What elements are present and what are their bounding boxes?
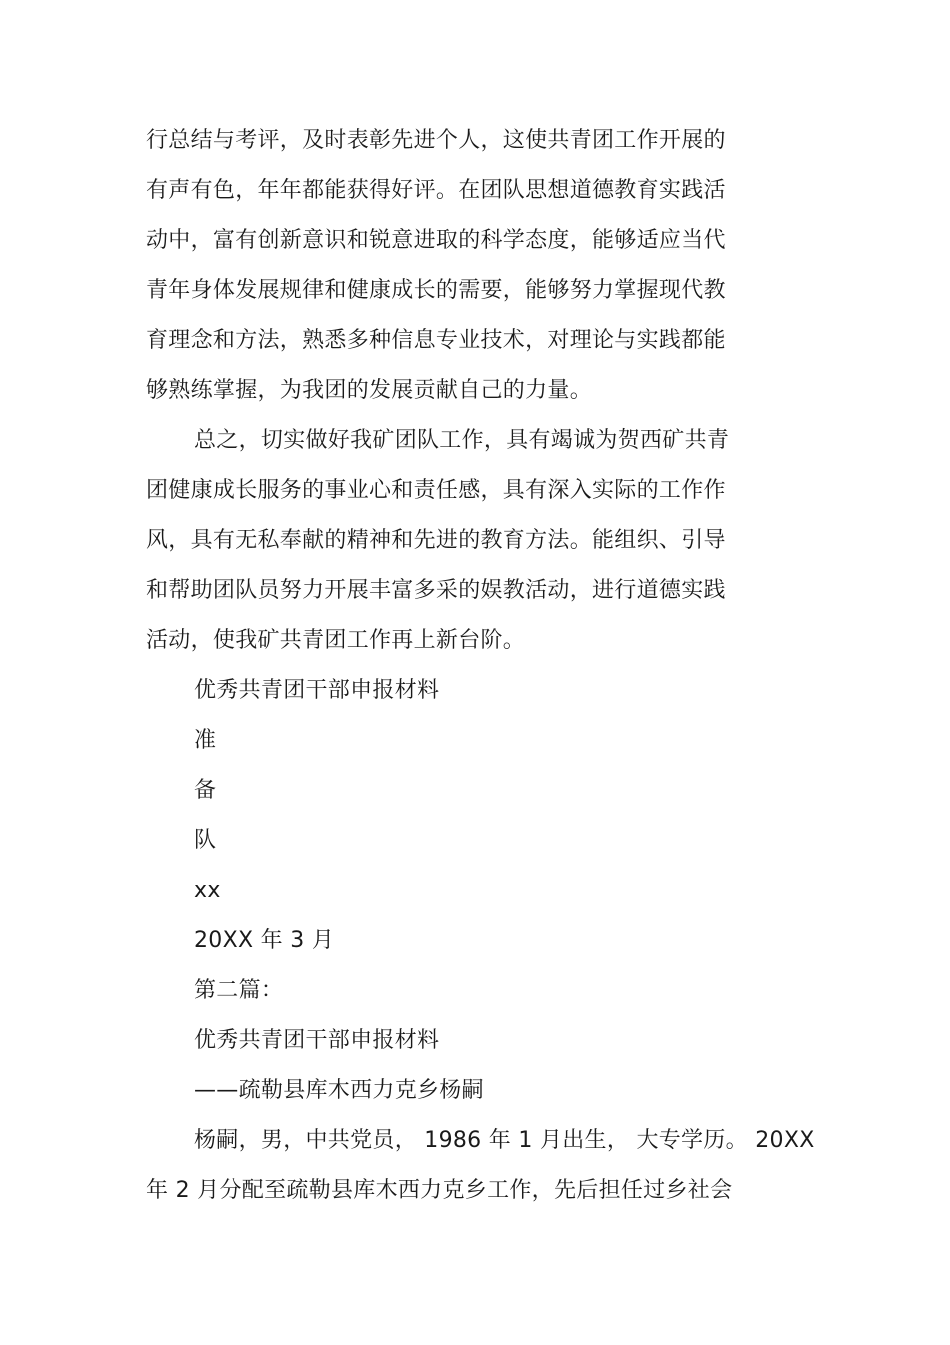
section-title: 优秀共青团干部申报材料 [194, 1028, 440, 1053]
paragraph-line: 年 2 月分配至疏勒县库木西力克乡工作，先后担任过乡社会 [146, 1178, 733, 1203]
paragraph-line: 育理念和方法，熟悉多种信息专业技术，对理论与实践都能 [146, 328, 726, 353]
team-name-char: 队 [194, 828, 217, 853]
document-title: 优秀共青团干部申报材料 [194, 678, 440, 703]
paragraph-line: 青年身体发展规律和健康成长的需要，能够努力掌握现代教 [146, 278, 726, 303]
document-date: 20XX 年 3 月 [194, 928, 335, 953]
paragraph-line: 行总结与考评，及时表彰先进个人，这使共青团工作开展的 [146, 128, 726, 153]
paragraph-line: 活动，使我矿共青团工作再上新台阶。 [146, 628, 526, 653]
paragraph-line: 够熟练掌握，为我团的发展贡献自己的力量。 [146, 378, 593, 403]
paragraph-line: 总之，切实做好我矿团队工作，具有竭诚为贺西矿共青 [194, 428, 730, 453]
team-name-char: 备 [194, 778, 217, 803]
paragraph-line: 有声有色，年年都能获得好评。在团队思想道德教育实践活 [146, 178, 726, 203]
section-heading: 第二篇： [194, 978, 284, 1003]
paragraph-line: 动中，富有创新意识和锐意进取的科学态度，能够适应当代 [146, 228, 726, 253]
paragraph-line: 杨嗣，男，中共党员， 1986 年 1 月出生， 大专学历。 20XX [194, 1128, 815, 1153]
paragraph-line: 风，具有无私奉献的精神和先进的教育方法。能组织、引导 [146, 528, 726, 553]
paragraph-line: 团健康成长服务的事业心和责任感，具有深入实际的工作作 [146, 478, 726, 503]
paragraph-line: 和帮助团队员努力开展丰富多采的娱教活动，进行道德实践 [146, 578, 726, 603]
section-subtitle: ——疏勒县库木西力克乡杨嗣 [194, 1078, 484, 1103]
author-name: xx [194, 878, 221, 903]
team-name-char: 准 [194, 728, 217, 753]
